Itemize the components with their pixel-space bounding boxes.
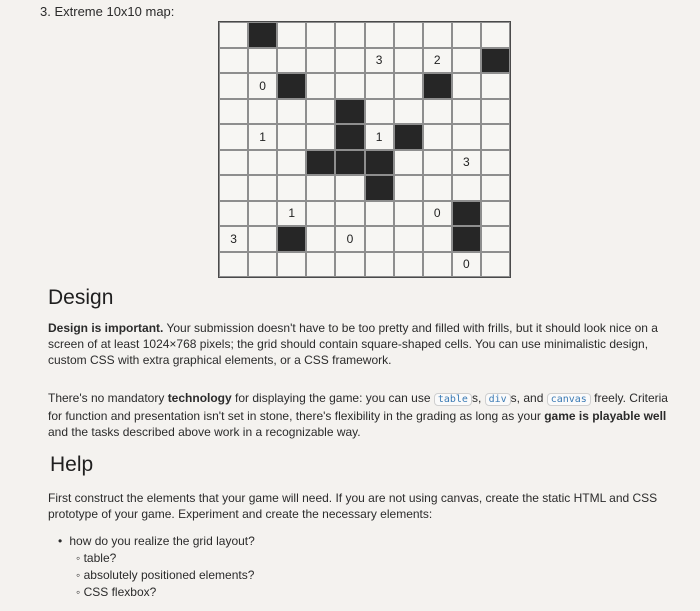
empty-cell bbox=[248, 252, 277, 278]
help-paragraph: First construct the elements that your game will need. If you are not using canvas, create the static HTML and CSS prototype of your game. Experiment and create the necessary elements: bbox=[48, 491, 658, 521]
empty-cell bbox=[219, 175, 248, 201]
empty-cell bbox=[219, 252, 248, 278]
empty-cell bbox=[335, 175, 364, 201]
empty-cell bbox=[248, 150, 277, 176]
black-cell bbox=[452, 201, 481, 227]
number-cell: 1 bbox=[248, 124, 277, 150]
empty-cell bbox=[306, 99, 335, 125]
empty-cell bbox=[219, 99, 248, 125]
empty-cell bbox=[394, 150, 423, 176]
empty-cell bbox=[423, 99, 452, 125]
help-bullet: • how do you realize the grid layout? bbox=[58, 534, 255, 548]
empty-cell bbox=[306, 226, 335, 252]
empty-cell bbox=[277, 124, 306, 150]
empty-cell bbox=[452, 99, 481, 125]
empty-cell bbox=[335, 48, 364, 74]
empty-cell bbox=[277, 99, 306, 125]
black-cell bbox=[481, 48, 510, 74]
empty-cell bbox=[277, 150, 306, 176]
black-cell bbox=[423, 73, 452, 99]
black-cell bbox=[335, 99, 364, 125]
section-heading: 3. Extreme 10x10 map: bbox=[40, 4, 175, 19]
empty-cell bbox=[481, 252, 510, 278]
empty-cell bbox=[306, 22, 335, 48]
number-cell: 3 bbox=[452, 150, 481, 176]
empty-cell bbox=[335, 22, 364, 48]
empty-cell bbox=[219, 73, 248, 99]
number-cell: 3 bbox=[219, 226, 248, 252]
empty-cell bbox=[452, 124, 481, 150]
number-cell: 3 bbox=[365, 48, 394, 74]
empty-cell bbox=[365, 226, 394, 252]
empty-cell bbox=[481, 201, 510, 227]
empty-cell bbox=[423, 124, 452, 150]
empty-cell bbox=[481, 150, 510, 176]
empty-cell bbox=[481, 22, 510, 48]
empty-cell bbox=[481, 124, 510, 150]
code-div: div bbox=[485, 393, 511, 406]
empty-cell bbox=[481, 73, 510, 99]
empty-cell bbox=[394, 201, 423, 227]
empty-cell bbox=[277, 48, 306, 74]
number-cell: 1 bbox=[277, 201, 306, 227]
empty-cell bbox=[394, 252, 423, 278]
empty-cell bbox=[394, 73, 423, 99]
empty-cell bbox=[365, 252, 394, 278]
empty-cell bbox=[365, 73, 394, 99]
design-p2-a: There's no mandatory bbox=[48, 391, 168, 405]
empty-cell bbox=[306, 201, 335, 227]
empty-cell bbox=[277, 252, 306, 278]
number-cell: 0 bbox=[248, 73, 277, 99]
empty-cell bbox=[306, 252, 335, 278]
empty-cell bbox=[306, 48, 335, 74]
empty-cell bbox=[277, 22, 306, 48]
black-cell bbox=[277, 73, 306, 99]
number-cell: 0 bbox=[335, 226, 364, 252]
design-p2-f: and the tasks described above work in a recognizable way. bbox=[48, 425, 361, 439]
empty-cell bbox=[452, 48, 481, 74]
empty-cell bbox=[394, 175, 423, 201]
black-cell bbox=[365, 175, 394, 201]
number-cell: 1 bbox=[365, 124, 394, 150]
help-list bbox=[58, 533, 255, 550]
number-cell: 2 bbox=[423, 48, 452, 74]
empty-cell bbox=[423, 150, 452, 176]
empty-cell bbox=[452, 22, 481, 48]
empty-cell bbox=[365, 99, 394, 125]
black-cell bbox=[335, 124, 364, 150]
technology-label: technology bbox=[167, 391, 232, 405]
black-cell bbox=[306, 150, 335, 176]
empty-cell bbox=[219, 22, 248, 48]
help-subitem: ◦ absolutely positioned elements? bbox=[76, 568, 255, 582]
empty-cell bbox=[335, 73, 364, 99]
number-cell: 0 bbox=[452, 252, 481, 278]
code-table: table bbox=[434, 393, 472, 406]
design-important-label: Design is important. bbox=[48, 321, 164, 335]
help-subitem: ◦ CSS flexbox? bbox=[76, 585, 157, 599]
empty-cell bbox=[423, 252, 452, 278]
empty-cell bbox=[248, 48, 277, 74]
empty-cell bbox=[248, 201, 277, 227]
design-paragraph-2 bbox=[48, 390, 678, 440]
empty-cell bbox=[277, 175, 306, 201]
puzzle-grid bbox=[218, 21, 511, 278]
empty-cell bbox=[423, 226, 452, 252]
empty-cell bbox=[335, 201, 364, 227]
playable-label: game is playable well bbox=[544, 409, 667, 423]
empty-cell bbox=[394, 48, 423, 74]
black-cell bbox=[452, 226, 481, 252]
black-cell bbox=[394, 124, 423, 150]
design-paragraph-1 bbox=[48, 320, 678, 368]
design-p2-b: for displaying the game: you can use bbox=[231, 391, 434, 405]
empty-cell bbox=[481, 175, 510, 201]
empty-cell bbox=[306, 124, 335, 150]
empty-cell bbox=[394, 99, 423, 125]
number-cell: 0 bbox=[423, 201, 452, 227]
black-cell bbox=[277, 226, 306, 252]
empty-cell bbox=[452, 73, 481, 99]
design-p2-e: freely. Criteria for function and presentation isn't set in stone, there's flexibility in the grading as long as your bbox=[48, 391, 668, 423]
empty-cell bbox=[248, 175, 277, 201]
empty-cell bbox=[306, 175, 335, 201]
black-cell bbox=[335, 150, 364, 176]
empty-cell bbox=[452, 175, 481, 201]
empty-cell bbox=[219, 201, 248, 227]
empty-cell bbox=[219, 48, 248, 74]
empty-cell bbox=[481, 226, 510, 252]
design-heading: Design bbox=[48, 286, 114, 309]
help-heading: Help bbox=[50, 453, 94, 476]
help-sublist bbox=[76, 550, 254, 601]
empty-cell bbox=[219, 150, 248, 176]
empty-cell bbox=[365, 22, 394, 48]
help-subitem: ◦ table? bbox=[76, 551, 117, 565]
design-p1-text: Your submission doesn't have to be too pretty and filled with frills, but it should look nice on a screen of at least 1024×768 pixels; the grid should contain square-shaped cells. You can use minimalistic design, custom CSS with extra graphical elements, or a CSS framework. bbox=[48, 321, 658, 367]
empty-cell bbox=[306, 73, 335, 99]
design-p2-d: s, and bbox=[510, 391, 547, 405]
empty-cell bbox=[394, 226, 423, 252]
empty-cell bbox=[365, 201, 394, 227]
empty-cell bbox=[394, 22, 423, 48]
black-cell bbox=[365, 150, 394, 176]
black-cell bbox=[248, 22, 277, 48]
empty-cell bbox=[248, 226, 277, 252]
empty-cell bbox=[481, 99, 510, 125]
empty-cell bbox=[423, 175, 452, 201]
empty-cell bbox=[219, 124, 248, 150]
code-canvas: canvas bbox=[547, 393, 591, 406]
help-bullet-text: how do you realize the grid layout? bbox=[69, 534, 255, 548]
design-p2-c: s, bbox=[471, 391, 485, 405]
empty-cell bbox=[335, 252, 364, 278]
empty-cell bbox=[248, 99, 277, 125]
empty-cell bbox=[423, 22, 452, 48]
